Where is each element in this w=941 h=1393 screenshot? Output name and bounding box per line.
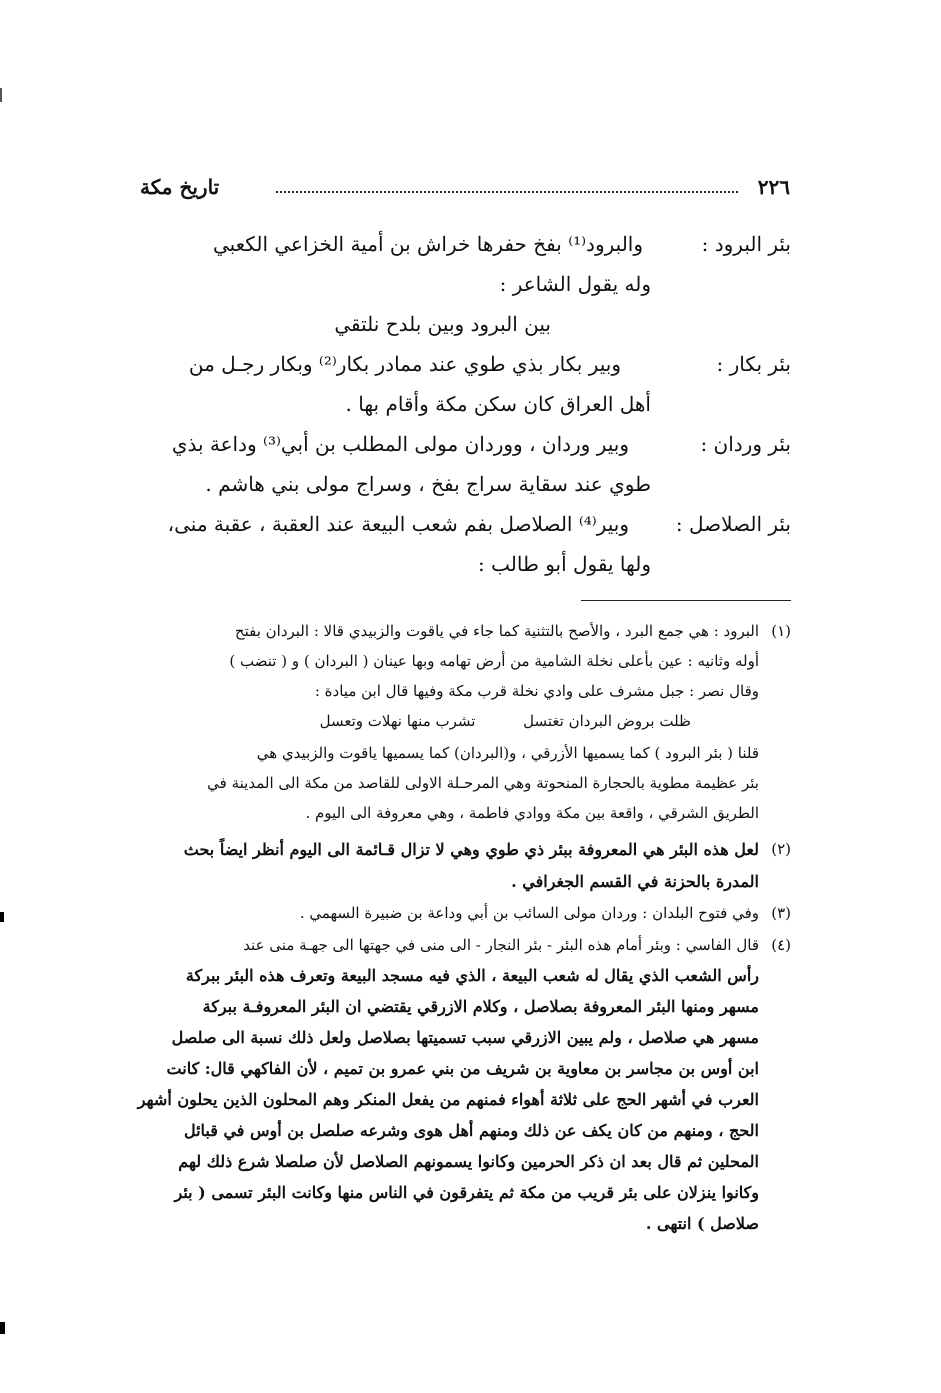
footnote-marker: (٤) bbox=[771, 936, 791, 954]
entry-term: بئر وردان : bbox=[700, 432, 791, 456]
header-leader-dots bbox=[276, 191, 738, 193]
footnote-line: مسهر ومنها البئر المعروفة بصلاصل ، وكلام الازرقي يقتضي ان البئر المعروفـة ببركة bbox=[202, 997, 759, 1016]
scan-mark bbox=[0, 88, 2, 102]
entry-term: بئر بكار : bbox=[716, 352, 791, 376]
footnote-line: صلاصل ) انتهى . bbox=[645, 1214, 759, 1233]
entry-text-line: وبير وردان ، ووردان مولى المطلب بن أبي⁽³⁾ وداعة بذي bbox=[171, 432, 629, 456]
footnote-line: العرب في أشهر الحج على ثلاثة أهواء فمنهم من يفعل المنكر وهم المحلون الذين يحلون أشهر bbox=[137, 1090, 759, 1109]
verse-line: بين البرود وبين بلدح نلتقي bbox=[334, 312, 551, 336]
footnote-line: قلنا ( بئر البرود ) كما يسميها الأزرقي ، و(البردان) كما يسميها ياقوت والزبيدي هي bbox=[256, 744, 759, 762]
footnote-line: الحج ، ومنهم من كان يكف عن ذلك ومنهم أهل هوى وشرعه صلصل بن أوس في قبائل bbox=[183, 1121, 759, 1140]
footnote-marker: (١) bbox=[771, 622, 791, 640]
footnote-line: وقال نصر : جبل مشرف على وادي نخلة قرب مكة وفيها قال ابن ميادة : bbox=[314, 682, 759, 700]
footnote-line: البرود : هي جمع البرد ، والأصح بالتثنية كما جاء في ياقوت والزبيدي قالا : البردان بفتح bbox=[234, 622, 759, 640]
entry-text-line: أهل العراق كان سكن مكة وأقام بها . bbox=[345, 392, 651, 416]
footnote-line: الطريق الشرقي ، واقعة بين مكة ووادي فاطمة ، وهي معروفة الى اليوم . bbox=[305, 804, 759, 822]
footnote-separator bbox=[581, 600, 791, 601]
scan-mark bbox=[0, 912, 4, 922]
entry-text-line: وبير بكار بذي طوي عند ممادر بكار⁽²⁾ وبكار رجـل من bbox=[188, 352, 621, 376]
page-number: ٢٢٦ bbox=[757, 175, 790, 199]
footnote-line: وكانوا ينزلان على بئر قريب من مكة ثم يتفرقون في الناس منها وكانت البئر تسمى ( بئر bbox=[174, 1183, 759, 1202]
footnote-verse: ظلت بروض البردان تغتسل تشرب منها نهلات وتعسل bbox=[319, 712, 691, 730]
entry-text-line: وله يقول الشاعر : bbox=[499, 272, 651, 296]
footnote-line: مسهر هي صلاصل ، ولم يبين الازرقي سبب تسميتها بصلاصل ولعل ذلك نسبة الى صلصل bbox=[171, 1028, 759, 1047]
footnote-line: المدرة بالحزنة في القسم الجغرافي . bbox=[511, 872, 759, 891]
footnote-line: قال الفاسي : وبئر أمام هذه البئر - بئر النجار - الى منى في جهتها الى جهـة منى عند bbox=[243, 936, 759, 954]
entry-term: بئر البرود : bbox=[701, 232, 791, 256]
footnote-line: بئر عظيمة مطوية بالحجارة المنحوتة وهي المرحـلة الاولى للقاصد من مكة الى المدينة في bbox=[207, 774, 759, 792]
footnote-line: لعل هذه البئر هي المعروفة ببئر ذي طوي وهي لا تزال قـائمة الى اليوم أنظر ايضاً بحث bbox=[183, 840, 759, 859]
entry-text-line: وبير⁽⁴⁾ الصلاصل بفم شعب البيعة عند العقبة ، عقبة منى، bbox=[167, 512, 629, 536]
footnote-line: المحلين ثم قال بعد ان ذكر الحرمين وكانوا يسمونهم الصلاصل لأن صلصلا شرع ذلك لهم bbox=[178, 1152, 759, 1171]
footnote-line: أوله وثانيه : عين بأعلى نخلة الشامية من أرض تهامه وبها عينان ( البردان ) و ( تنضب ) bbox=[229, 652, 759, 670]
entry-text-line: طوي عند سقاية سراج بفخ ، وسراج مولى بني هاشم . bbox=[205, 472, 651, 496]
footnote-line: وفي فتوح البلدان : وردان مولى السائب بن أبي وداعة بن ضبيرة السهمي . bbox=[299, 904, 759, 922]
scan-mark bbox=[0, 1322, 5, 1334]
entry-text-line: والبرود⁽¹⁾ بفخ حفرها خراش بن أمية الخزاعي الكعبي bbox=[212, 232, 643, 256]
running-title: تاريخ مكة bbox=[140, 175, 220, 199]
footnote-line: ابن أوس بن مجاسر بن معاوية بن شريف من بني عمرو بن تميم ، لأن الفاكهي قال: كانت bbox=[166, 1059, 759, 1078]
footnote-marker: (٢) bbox=[771, 840, 791, 858]
page-header bbox=[140, 175, 790, 205]
entry-term: بئر الصلاصل : bbox=[675, 512, 791, 536]
footnote-line: رأس الشعب الذي يقال له شعب البيعة ، الذي فيه مسجد البيعة وتعرف هذه البئر ببركة bbox=[185, 966, 759, 985]
entry-text-line: ولها يقول أبو طالب : bbox=[478, 552, 651, 576]
footnote-marker: (٣) bbox=[771, 904, 791, 922]
